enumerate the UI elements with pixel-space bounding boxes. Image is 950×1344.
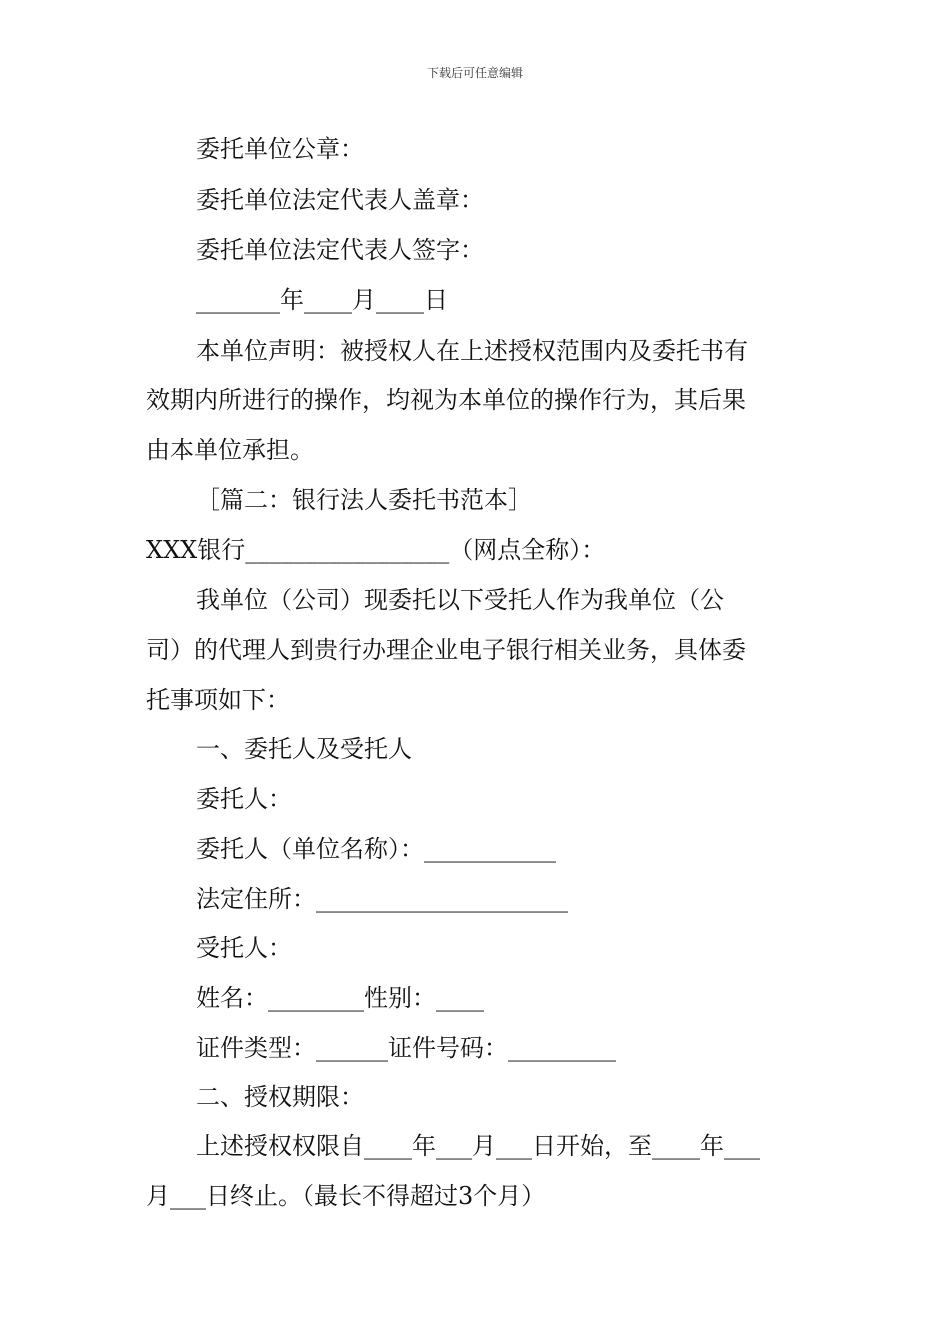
legal-address-field: 法定住所：_____________________: [196, 885, 568, 913]
principal-label: 委托人：: [196, 785, 292, 813]
principal-name-field: 委托人（单位名称）：___________: [196, 835, 556, 863]
declaration-line-1: 本单位声明：被授权人在上述授权范围内及委托书有: [196, 337, 748, 365]
agent-label: 受托人：: [196, 934, 292, 962]
declaration-line-3: 由本单位承担。: [146, 436, 314, 464]
entrust-paragraph-line-1: 我单位（公司）现委托以下受托人作为我单位（公: [196, 586, 724, 614]
heading-authorization-period: 二、授权期限：: [196, 1083, 364, 1111]
bank-address-line: XXX银行_________________（网点全称）：: [146, 536, 606, 564]
representative-seal-line: 委托单位法定代表人盖章：: [196, 186, 484, 214]
id-type-number-field: 证件类型：______证件号码：_________: [196, 1034, 616, 1062]
page-header: 下载后可任意编辑: [426, 66, 523, 80]
name-gender-field: 姓名：________性别：____: [196, 984, 484, 1012]
date-line: _______年____月____日: [196, 286, 448, 314]
seal-line: 委托单位公章：: [196, 135, 364, 163]
heading-parties: 一、委托人及受托人: [196, 735, 412, 763]
period-line-1: 上述授权权限自____年___月___日开始，至____年___: [196, 1132, 760, 1160]
representative-signature-line: 委托单位法定代表人签字：: [196, 236, 484, 264]
period-line-2: 月___日终止。（最长不得超过3个月）: [146, 1182, 546, 1210]
entrust-paragraph-line-3: 托事项如下：: [146, 686, 290, 714]
entrust-paragraph-line-2: 司）的代理人到贵行办理企业电子银行相关业务，具体委: [146, 636, 746, 664]
declaration-line-2: 效期内所进行的操作，均视为本单位的操作行为，其后果: [146, 386, 746, 414]
section-title: ［篇二：银行法人委托书范本］: [196, 486, 532, 514]
